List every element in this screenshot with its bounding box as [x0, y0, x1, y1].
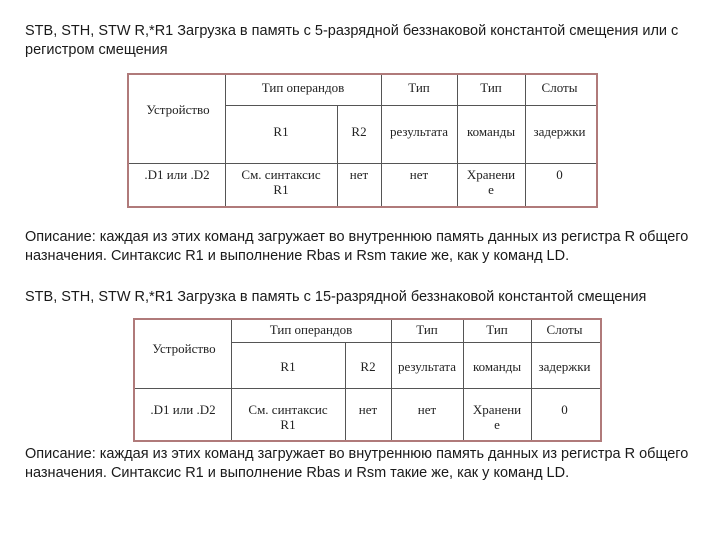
operand-table-2: [133, 318, 602, 442]
result-header: результата: [397, 359, 457, 374]
r2-header: R2: [351, 124, 367, 139]
row-r1-line2: R1: [280, 417, 296, 432]
operand-table-1: [127, 73, 598, 208]
row-command-line2: е: [494, 417, 500, 432]
row-command-line1: Хранени: [472, 402, 522, 417]
description-2: Описание: каждая из этих команд загружает во внутреннюю память данных из регистра R общего назначения. Синтаксис R1 и выполнение Rbas и Rsm такие же, как у команд LD.: [25, 446, 689, 481]
r1-header: R1: [280, 359, 296, 374]
heading-2: STB, STH, STW R,*R1 Загрузка в память с 15-разрядной беззнаковой константой смещения: [25, 289, 647, 305]
operand-types-header: Тип операндов: [261, 80, 345, 95]
command-header: команды: [466, 124, 516, 139]
delay-header: задержки: [538, 359, 591, 374]
row-result: нет: [417, 402, 437, 417]
row-result: нет: [409, 167, 429, 182]
operand-types-header: Тип операндов: [269, 322, 353, 337]
slots-header: Слоты: [546, 322, 583, 337]
slots-header: Слоты: [541, 80, 578, 95]
command-type-header: Тип: [480, 80, 502, 95]
row-command-line1: Хранени: [466, 167, 516, 182]
row-r1-line2: R1: [273, 182, 289, 197]
row-r1-line1: См. синтаксис: [241, 167, 321, 182]
r1-header: R1: [273, 124, 289, 139]
row-slots: 0: [561, 402, 568, 417]
result-type-header: Тип: [408, 80, 430, 95]
row-device: .D1 или .D2: [144, 167, 210, 182]
row-r2: нет: [358, 402, 378, 417]
heading-1: STB, STH, STW R,*R1 Загрузка в память с 5-разрядной беззнаковой константой смещения или с регистром смещения: [25, 23, 679, 58]
result-header: результата: [389, 124, 449, 139]
row-r1-line1: См. синтаксис: [248, 402, 328, 417]
description-1: Описание: каждая из этих команд загружает во внутреннюю память данных из регистра R общего назначения. Синтаксис R1 и выполнение Rbas и Rsm такие же, как у команд LD.: [25, 229, 689, 264]
command-type-header: Тип: [486, 322, 508, 337]
result-type-header: Тип: [416, 322, 438, 337]
row-command-line2: е: [488, 182, 494, 197]
device-header: Устройство: [152, 341, 216, 356]
command-header: команды: [472, 359, 522, 374]
row-r2: нет: [349, 167, 369, 182]
r2-header: R2: [360, 359, 376, 374]
device-header: Устройство: [146, 102, 210, 117]
delay-header: задержки: [533, 124, 586, 139]
row-device: .D1 или .D2: [150, 402, 216, 417]
row-slots: 0: [556, 167, 563, 182]
